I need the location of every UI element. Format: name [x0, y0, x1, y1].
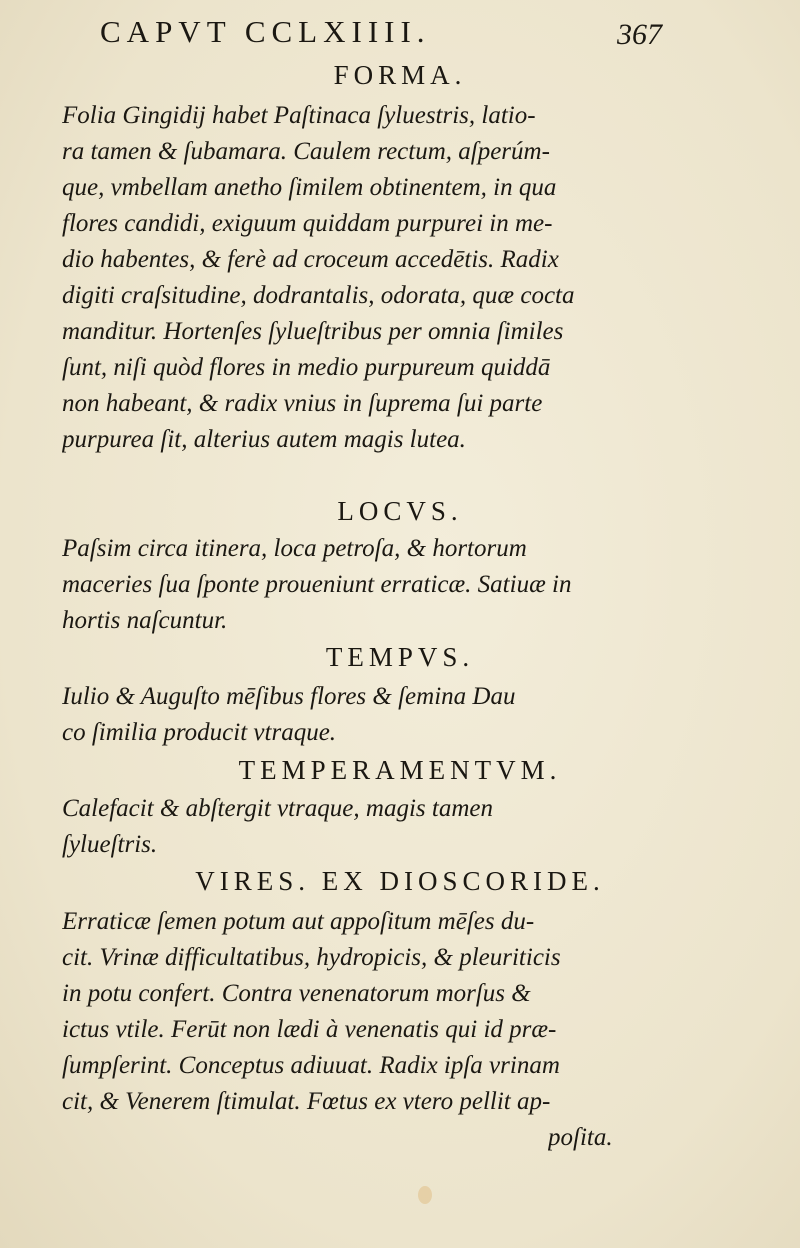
text-line: que, vmbellam anetho ſimilem obtinentem, in qua: [62, 174, 557, 201]
text-line: Iulio & Auguſto mēſibus flores & ſemina Dau: [62, 683, 516, 710]
text-line: poſita.: [548, 1124, 613, 1151]
text-line: ſunt, niſi quòd flores in medio purpureum quiddā: [62, 354, 551, 381]
text-line: maceries ſua ſponte proueniunt erraticæ. Satiuæ in: [62, 571, 572, 598]
text-line: in potu confert. Contra venenatorum morſus &: [62, 980, 531, 1007]
text-line: ſumpſerint. Conceptus adiuuat. Radix ipſa vrinam: [62, 1052, 560, 1079]
text-line: ictus vtile. Ferūt non lædi à venenatis qui id præ-: [62, 1016, 557, 1043]
section-heading-temperamentum: TEMPERAMENTVM.: [238, 755, 562, 785]
chapter-title: CAPVT CCLXIIII.: [100, 14, 431, 49]
section-heading-vires: VIRES. EX DIOSCORIDE.: [195, 866, 605, 896]
text-line: manditur. Hortenſes ſylueſtribus per omnia ſimiles: [62, 318, 564, 345]
text-line: Calefacit & abſtergit vtraque, magis tamen: [62, 795, 493, 822]
running-head: [100, 14, 660, 54]
text-line: ſylueſtris.: [62, 831, 158, 858]
section-heading-locus: LOCVS.: [337, 496, 463, 526]
text-line: ra tamen & ſubamara. Caulem rectum, aſperúm-: [62, 138, 550, 165]
section-heading-forma: FORMA.: [333, 60, 467, 90]
text-line: Folia Gingidij habet Paſtinaca ſyluestris, latio-: [62, 102, 536, 129]
section-heading-tempus: TEMPVS.: [325, 642, 475, 672]
text-line: non habeant, & radix vnius in ſuprema ſui parte: [62, 390, 543, 417]
text-line: digiti craſsitudine, dodrantalis, odorata, quæ cocta: [62, 282, 575, 309]
text-line: cit, & Venerem ſtimulat. Fœtus ex vtero pellit ap-: [62, 1088, 551, 1115]
text-line: hortis naſcuntur.: [62, 607, 228, 634]
text-line: dio habentes, & ferè ad croceum accedētis. Radix: [62, 246, 559, 273]
text-line: Paſsim circa itinera, loca petroſa, & hortorum: [62, 535, 527, 562]
text-line: co ſimilia producit vtraque.: [62, 719, 337, 746]
text-line: flores candidi, exiguum quiddam purpurei in me-: [62, 210, 553, 237]
text-line: purpurea ſit, alterius autem magis lutea.: [62, 426, 466, 453]
paper-stain: [418, 1186, 432, 1204]
text-line: Erraticæ ſemen potum aut appoſitum mēſes du-: [62, 908, 535, 935]
page-number: 367: [617, 18, 662, 51]
text-line: cit. Vrinæ difficultatibus, hydropicis, & pleuriticis: [62, 944, 561, 971]
